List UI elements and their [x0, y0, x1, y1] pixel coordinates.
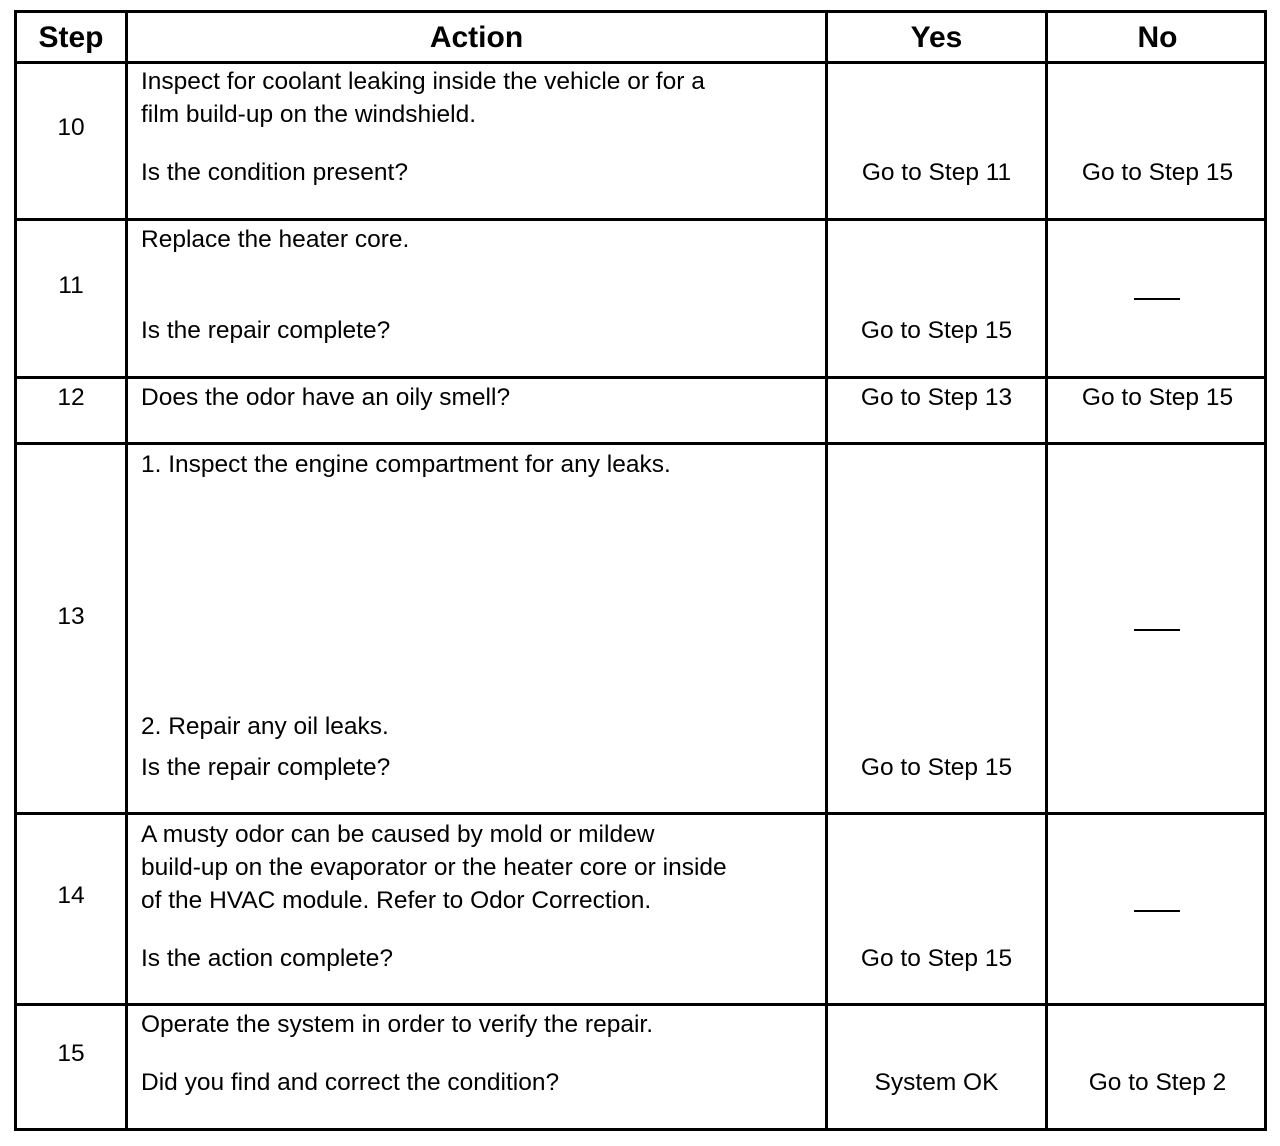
- no-result: Go to Step 15: [1081, 159, 1234, 186]
- no-result-dash: [1134, 298, 1180, 300]
- row-divider: [17, 376, 1264, 379]
- no-result: Go to Step 2: [1088, 1069, 1227, 1096]
- row-divider: [17, 1003, 1264, 1006]
- step-number: 11: [58, 272, 84, 299]
- action-text: Inspect for coolant leaking inside the vehicle or for a: [141, 68, 705, 95]
- action-text: film build-up on the windshield.: [141, 101, 477, 128]
- action-question: Is the condition present?: [141, 159, 408, 186]
- yes-result: Go to Step 11: [861, 159, 1012, 186]
- yes-result: Go to Step 15: [860, 754, 1013, 781]
- row-divider: [17, 442, 1264, 445]
- yes-result: System OK: [874, 1069, 999, 1096]
- header-action: Action: [429, 21, 524, 54]
- yes-result: Go to Step 13: [860, 384, 1013, 411]
- action-text: Operate the system in order to verify the repair.: [141, 1011, 654, 1038]
- action-text: A musty odor can be caused by mold or mildew: [141, 821, 655, 848]
- header-step: Step: [38, 21, 104, 54]
- action-text: build-up on the evaporator or the heater core or inside: [141, 854, 727, 881]
- action-question: Is the repair complete?: [141, 317, 391, 344]
- action-question: Is the repair complete?: [141, 754, 391, 781]
- action-text: 1. Inspect the engine compartment for any leaks.: [141, 451, 671, 478]
- header-no: No: [1137, 21, 1178, 54]
- action-question: Does the odor have an oily smell?: [141, 384, 511, 411]
- header-yes: Yes: [910, 21, 963, 54]
- no-result-dash: [1134, 910, 1180, 912]
- action-text: 2. Repair any oil leaks.: [141, 713, 389, 740]
- step-number: 13: [57, 603, 85, 630]
- no-result-dash: [1134, 629, 1180, 631]
- row-divider: [17, 218, 1264, 221]
- step-number: 10: [57, 114, 85, 141]
- step-number: 14: [57, 882, 85, 909]
- yes-result: Go to Step 15: [860, 945, 1013, 972]
- yes-result: Go to Step 15: [860, 317, 1013, 344]
- row-divider: [17, 812, 1264, 815]
- action-question: Is the action complete?: [141, 945, 393, 972]
- diagnostic-table: [14, 10, 1267, 1131]
- action-text: of the HVAC module. Refer to Odor Correction.: [141, 887, 652, 914]
- action-text: Replace the heater core.: [141, 226, 410, 253]
- step-number: 12: [57, 384, 85, 411]
- no-result: Go to Step 15: [1081, 384, 1234, 411]
- action-question: Did you find and correct the condition?: [141, 1069, 560, 1096]
- column-divider: [125, 13, 128, 1128]
- step-number: 15: [57, 1040, 85, 1067]
